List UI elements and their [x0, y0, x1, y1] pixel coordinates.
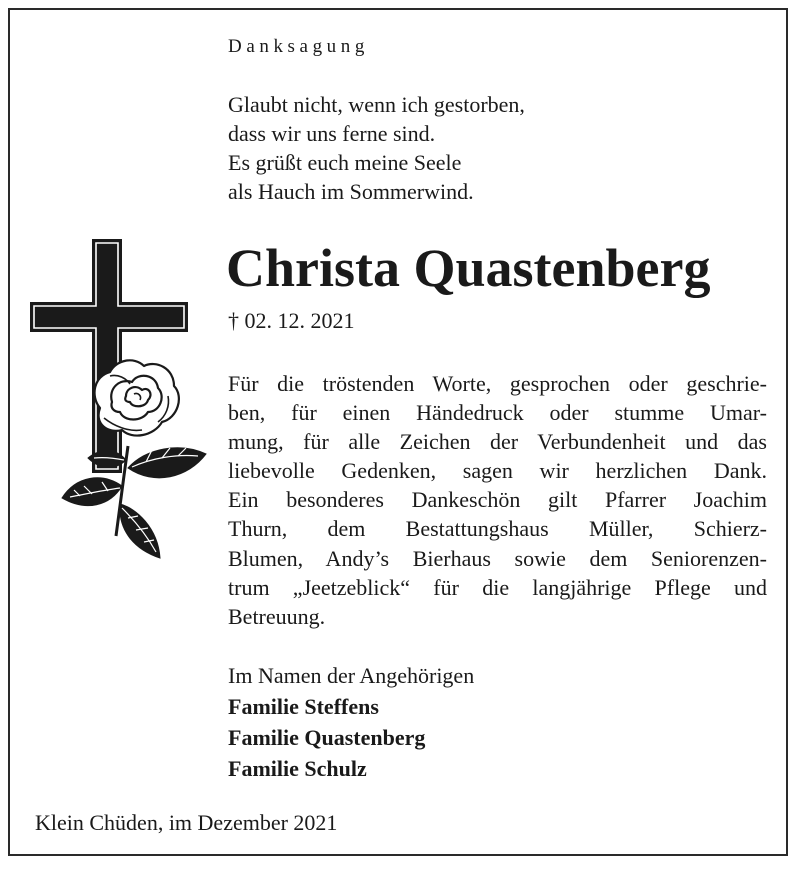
text-line: Ein besonderes Dankeschön gilt Pfarrer Joachim — [228, 487, 767, 513]
text-line: liebevolle Gedenken, sagen wir herzlichen Dank. — [228, 458, 767, 484]
poem-line: als Hauch im Sommerwind. — [228, 179, 474, 204]
text-line: trum „Jeetzeblick“ für die langjährige Pflege und — [228, 574, 767, 600]
poem-line: Glaubt nicht, wenn ich gestorben, — [228, 92, 525, 117]
notice-heading: Danksagung — [228, 36, 369, 57]
family-name: Familie Quastenberg — [228, 725, 426, 750]
poem-line: Es grüßt euch meine Seele — [228, 150, 462, 175]
place-and-date: Klein Chüden, im Dezember 2021 — [35, 810, 338, 835]
thank-you-text — [228, 369, 767, 631]
text-line: Blumen, Andy’s Bierhaus sowie dem Seniorenzen- — [228, 545, 767, 571]
death-date: † 02. 12. 2021 — [228, 308, 355, 333]
text-line: mung, für alle Zeichen der Verbundenheit und das — [228, 429, 767, 455]
cross-with-rose-icon — [28, 236, 210, 566]
family-name: Familie Steffens — [228, 694, 379, 719]
text-line: Betreuung. — [228, 603, 326, 629]
poem-line: dass wir uns ferne sind. — [228, 121, 436, 146]
family-name: Familie Schulz — [228, 756, 367, 781]
signature-block — [228, 660, 474, 784]
text-line: ben, für einen Händedruck oder stumme Umar- — [228, 400, 767, 426]
deceased-name: Christa Quastenberg — [226, 238, 711, 298]
text-line: Für die tröstenden Worte, gesprochen oder geschrie- — [228, 371, 767, 396]
signature-intro: Im Namen der Angehörigen — [228, 663, 475, 688]
text-line: Thurn, dem Bestattungshaus Müller, Schierz- — [228, 516, 767, 542]
poem — [228, 90, 525, 206]
